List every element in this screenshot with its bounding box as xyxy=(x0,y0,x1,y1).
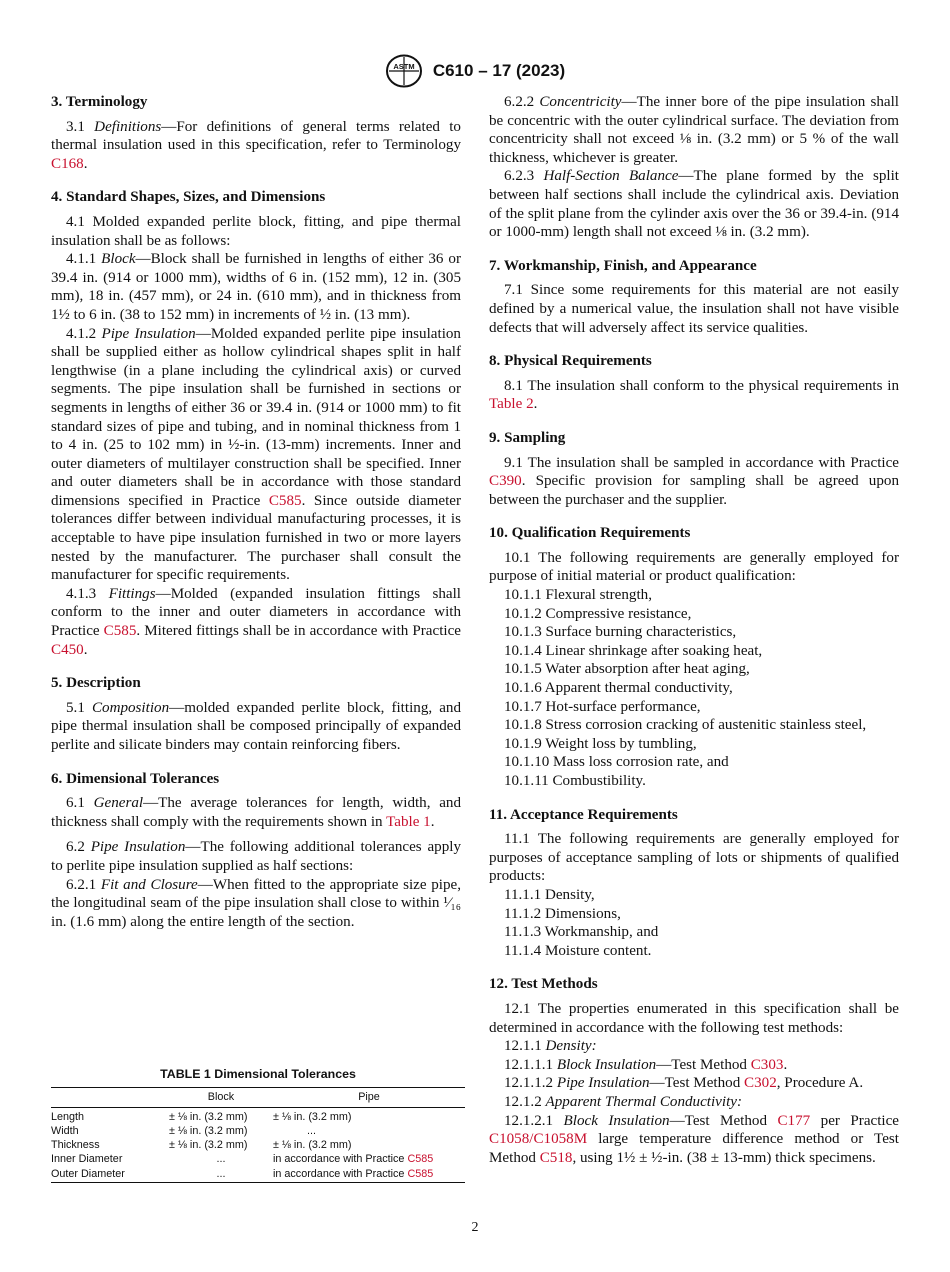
list-item: 10.1.1 Flexural strength, xyxy=(504,587,652,604)
section-title: 5. Description xyxy=(51,675,141,692)
section-title: 7. Workmanship, Finish, and Appearance xyxy=(489,257,757,274)
paragraph-4-1-2: 4.1.2 Pipe Insulation—Molded expanded perlite pipe insulation shall be supplied either as hollow cylindrical shapes split in half lengthwise (in a plane including the cylindrical axis) or curved segments. The pipe insulation shall be furnished in sections or segments in lengths of either 36 or 39.4 in. (914 or 1000 mm) to fit standard sizes of pipe and tubing, and in nominal thickness from 1 to 4 in. (25 to 102 mm) in ½-in. (13-mm) increments. Inner and outer diameters of multilayer construction shall be specified. Inner and outer diameters shall be in accordance with those standard dimensions specified in Practice C585. Since outside diameter tolerances differ between individual manufacturing processes, it is acceptable to have pipe insulation furnished in two or more layers nested by the manufacturer. The purchaser shall consult the manufacturer for specific requirements. xyxy=(51,325,461,584)
page-header xyxy=(0,54,950,88)
section-6-continued xyxy=(489,93,899,242)
section-4 xyxy=(51,188,461,659)
section-8 xyxy=(489,352,899,414)
paragraph-8-1: 8.1 The insulation shall conform to the physical requirements in Table 2. xyxy=(489,377,899,413)
section-title: 9. Sampling xyxy=(489,429,566,446)
table-1 xyxy=(51,1067,465,1183)
page-number: 2 xyxy=(471,1220,479,1235)
paragraph-3-1: 3.1 Definitions—For definitions of general terms related to thermal insulation used in this specification, refer to Terminology C168. xyxy=(51,118,461,172)
list-item: 10.1.3 Surface burning characteristics, xyxy=(504,624,737,641)
link-c585[interactable]: C585 xyxy=(103,623,137,640)
paragraph-12-1-1-2: 12.1.1.2 Pipe Insulation—Test Method C302, Procedure A. xyxy=(504,1075,864,1092)
table-row: Length ± ⅛ in. (3.2 mm) ± ⅛ in. (3.2 mm) xyxy=(51,1111,352,1124)
paragraph-11-1: 11.1 The following requirements are generally employed for purposes of acceptance sampling of lots or shipments of qualified products: xyxy=(489,831,899,885)
paragraph-12-1-1: 12.1.1 Density: xyxy=(504,1038,597,1055)
paragraph-6-1: 6.1 General—The average tolerances for length, width, and thickness shall comply with the requirements shown in Table 1. xyxy=(51,795,462,830)
section-title: 11. Acceptance Requirements xyxy=(489,806,678,823)
table-caption: TABLE 1 Dimensional Tolerances xyxy=(160,1067,356,1081)
section-6 xyxy=(51,770,461,932)
list-item: 10.1.4 Linear shrinkage after soaking heat, xyxy=(504,642,763,659)
paragraph-12-1: 12.1 The properties enumerated in this specification shall be determined in accordance with the following test methods: xyxy=(489,1000,899,1036)
paragraph-12-1-2-1: 12.1.2.1 Block Insulation—Test Method C177 per Practice C1058/C1058M large temperature difference method or Test Method C518, using 1½ ± ½-in. (38 ± 13-mm) thick specimens. xyxy=(489,1112,899,1166)
right-column xyxy=(489,93,899,1167)
svg-text:ASTM: ASTM xyxy=(393,62,415,71)
paragraph-6-2-3: 6.2.3 Half-Section Balance—The plane formed by the split between half sections shall include the cylindrical axis. Deviation of the split plane from the cylinder axis over the 36 or 39.4-in. (914 or 1000-mm) length shall not exceed ⅛ in. (3.2 mm). xyxy=(489,168,899,241)
link-table-2[interactable]: Table 2 xyxy=(489,396,534,413)
link-c303[interactable]: C303 xyxy=(750,1056,784,1073)
list-item: 11.1.1 Density, xyxy=(504,886,595,903)
section-5 xyxy=(51,674,461,754)
table-row: Inner Diameter ... in accordance with Practice C585 xyxy=(51,1153,434,1166)
section-7 xyxy=(489,257,899,337)
section-title: 8. Physical Requirements xyxy=(489,353,652,370)
section-title: 4. Standard Shapes, Sizes, and Dimensions xyxy=(51,189,326,206)
section-title: 3. Terminology xyxy=(51,94,148,110)
list-item: 11.1.4 Moisture content. xyxy=(504,942,652,959)
table-row: Width ± ⅛ in. (3.2 mm) ... xyxy=(51,1125,316,1138)
link-c585[interactable]: C585 xyxy=(407,1153,434,1166)
list-item: 10.1.9 Weight loss by tumbling, xyxy=(504,735,697,752)
link-c168[interactable]: C168 xyxy=(51,155,84,172)
section-9 xyxy=(489,429,899,509)
paragraph-10-1: 10.1 The following requirements are generally employed for purpose of initial material or product qualification: xyxy=(489,549,899,585)
table-header-block: Block xyxy=(207,1091,235,1104)
paragraph-4-1-3: 4.1.3 Fittings—Molded (expanded insulation fittings shall conform to the inner and outer diameters in accordance with Practice C585. Mitered fittings shall be in accordance with Practice C450. xyxy=(51,585,462,658)
link-c302[interactable]: C302 xyxy=(744,1075,777,1092)
paragraph-9-1: 9.1 The insulation shall be sampled in accordance with Practice C390. Specific provision for sampling shall be agreed upon between the purchaser and the supplier. xyxy=(489,454,899,508)
link-c450[interactable]: C450 xyxy=(51,641,84,658)
list-item: 11.1.3 Workmanship, and xyxy=(504,924,659,941)
section-title: 6. Dimensional Tolerances xyxy=(51,770,220,787)
paragraph-6-2-1: 6.2.1 Fit and Closure—When fitted to the appropriate size pipe, the longitudinal seam of the pipe insulation shall close to within ¹⁄₁₆ in. (1.6 mm) along the entire length of the section. xyxy=(51,876,461,930)
section-title: 12. Test Methods xyxy=(489,976,598,993)
link-c1058[interactable]: C1058/C1058M xyxy=(489,1131,588,1148)
link-c518[interactable]: C518 xyxy=(539,1149,573,1166)
paragraph-6-2-2: 6.2.2 Concentricity—The inner bore of the pipe insulation shall be concentric with the outer cylindrical surface. The deviation from concentricity shall not exceed ⅛ in. (3.2 mm) or 5 % of the wall thickness, whichever is greater. xyxy=(489,94,899,166)
standard-designation: C610 – 17 (2023) xyxy=(432,61,566,80)
paragraph-12-1-2: 12.1.2 Apparent Thermal Conductivity: xyxy=(504,1093,742,1110)
link-c585[interactable]: C585 xyxy=(407,1167,434,1180)
paragraph-4-1-1: 4.1.1 Block—Block shall be furnished in lengths of either 36 or 39.4 in. (914 or 1000 mm), widths of 6 in. (152 mm), 12 in. (305 mm), 18 in. (457 mm), or 24 in. (610 mm), and in thickness from 1½ to 6 in. (38 to 152 mm) in increments of ½ in. (13 mm). xyxy=(51,251,461,323)
astm-logo-icon xyxy=(385,54,423,88)
list-item: 10.1.8 Stress corrosion cracking of austenitic stainless steel, xyxy=(504,717,867,734)
left-column xyxy=(51,93,461,931)
section-3 xyxy=(51,93,461,173)
table-header-row xyxy=(51,1088,465,1107)
section-title: 10. Qualification Requirements xyxy=(489,525,691,542)
list-item: 10.1.7 Hot-surface performance, xyxy=(504,698,701,715)
table-row: Thickness ± ⅛ in. (3.2 mm) ± ⅛ in. (3.2 mm) xyxy=(51,1139,352,1152)
section-11 xyxy=(489,806,899,961)
paragraph-7-1: 7.1 Since some requirements for this material are not easily defined by a numerical value, the insulation shall not have visible defects that will adversely affect its service qualities. xyxy=(489,282,899,336)
link-c177[interactable]: C177 xyxy=(777,1112,811,1129)
paragraph-6-2: 6.2 Pipe Insulation—The following additional tolerances apply to perlite pipe insulation supplied as half sections: xyxy=(51,839,462,874)
section-12 xyxy=(489,975,899,1167)
list-item: 10.1.6 Apparent thermal conductivity, xyxy=(504,680,733,697)
list-item: 10.1.11 Combustibility. xyxy=(504,773,646,789)
table-header-pipe: Pipe xyxy=(358,1091,380,1104)
link-table-1[interactable]: Table 1 xyxy=(386,813,431,830)
list-item: 10.1.10 Mass loss corrosion rate, and xyxy=(504,754,729,771)
section-10 xyxy=(489,524,899,790)
paragraph-4-1: 4.1 Molded expanded perlite block, fitting, and pipe thermal insulation shall be as follows: xyxy=(51,213,461,249)
paragraph-5-1: 5.1 Composition—molded expanded perlite block, fitting, and pipe thermal insulation shall be composed principally of expanded perlite and silicate binders may contain reinforcing fibers. xyxy=(51,699,461,753)
paragraph-12-1-1-1: 12.1.1.1 Block Insulation—Test Method C303. xyxy=(504,1056,788,1073)
link-c390[interactable]: C390 xyxy=(489,473,522,490)
list-item: 10.1.2 Compressive resistance, xyxy=(504,605,692,622)
list-item: 11.1.2 Dimensions, xyxy=(504,905,621,922)
table-row: Outer Diameter ... in accordance with Practice C585 xyxy=(51,1167,434,1180)
list-item: 10.1.5 Water absorption after heat aging, xyxy=(504,661,750,678)
link-c585[interactable]: C585 xyxy=(268,492,302,509)
